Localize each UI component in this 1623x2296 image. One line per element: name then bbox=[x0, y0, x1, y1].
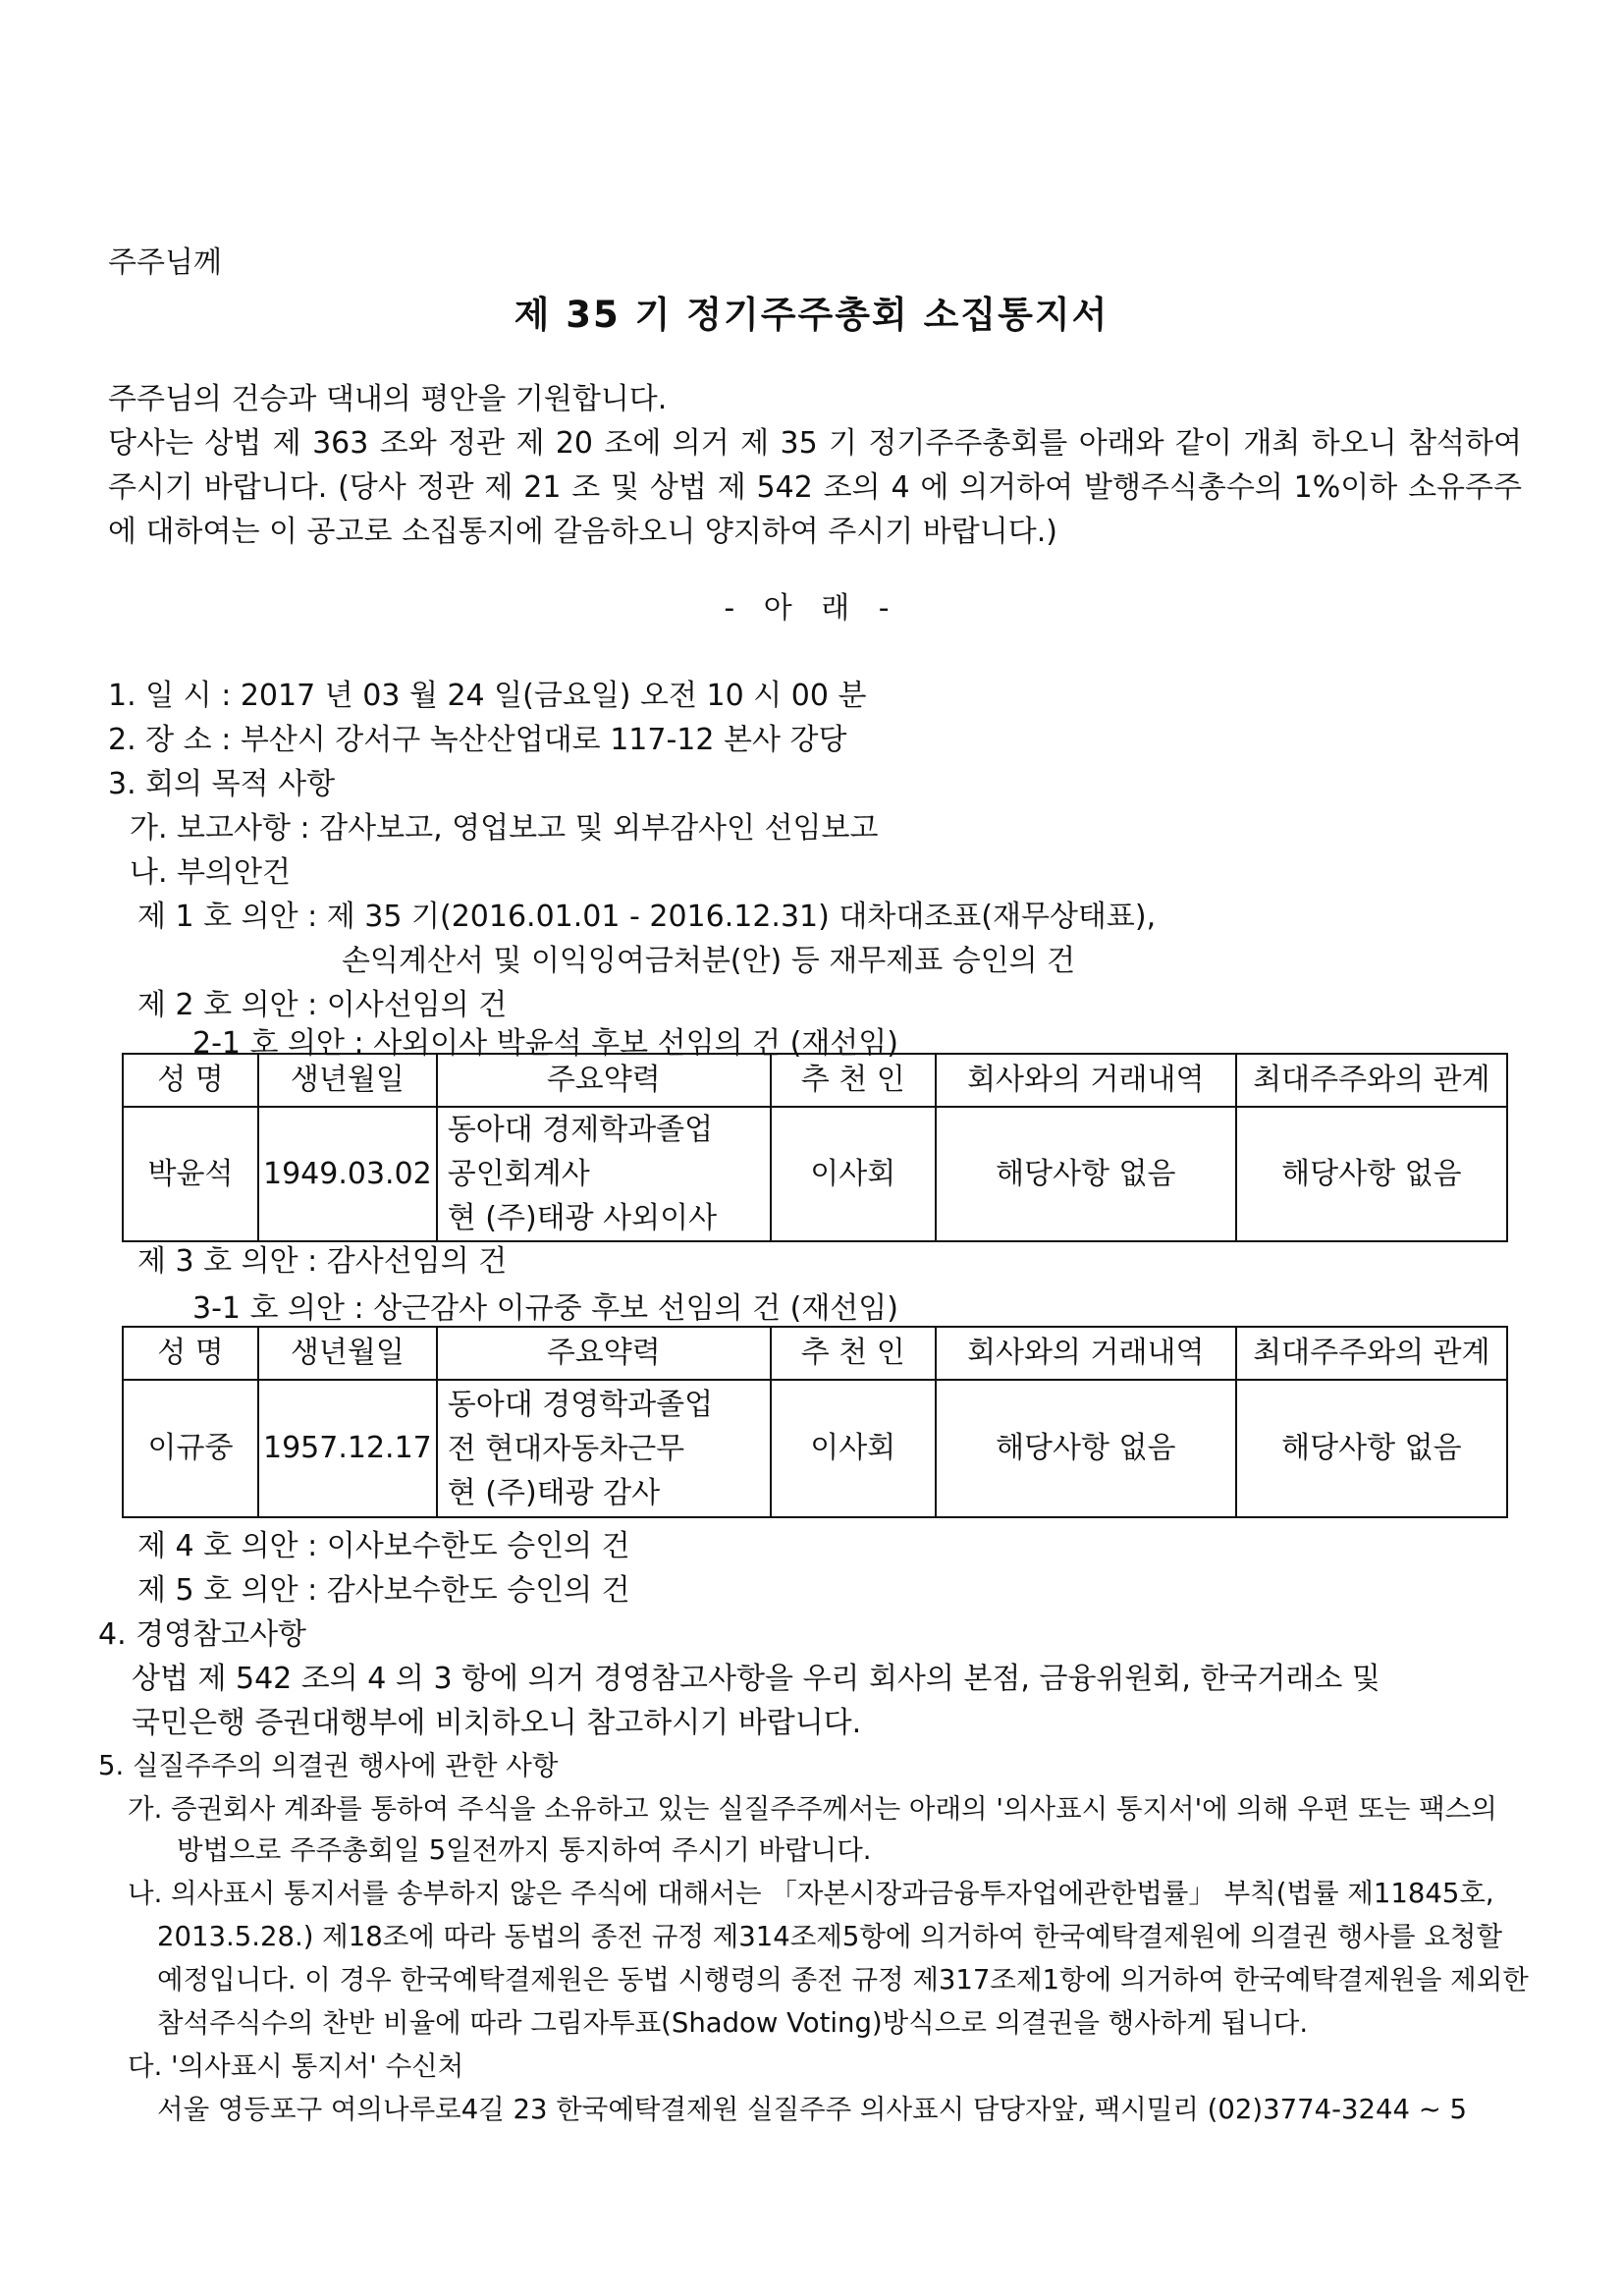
center-heading: - 아 래 - bbox=[724, 591, 899, 626]
agenda-2: 제 2 호 의안 : 이사선임의 건 bbox=[137, 988, 508, 1022]
candidate-transactions: 해당사항 없음 bbox=[936, 1107, 1236, 1241]
table-row bbox=[123, 1380, 1507, 1517]
vote-a-line-2: 방법으로 주주총회일 5일전까지 통지하여 주시기 바랍니다. bbox=[177, 1834, 872, 1866]
agenda-3-1: 3-1 호 의안 : 상근감사 이규중 후보 선임의 건 (재선임) bbox=[192, 1291, 898, 1326]
header-relation: 최대주주와의 관계 bbox=[1236, 1054, 1507, 1107]
header-recommender: 추 천 인 bbox=[771, 1054, 936, 1107]
header-relation: 최대주주와의 관계 bbox=[1236, 1327, 1507, 1380]
candidate-table-2 bbox=[122, 1326, 1508, 1518]
career-line: 전 현대자동차근무 bbox=[447, 1431, 685, 1466]
candidate-transactions: 해당사항 없음 bbox=[936, 1380, 1236, 1517]
agenda-3: 제 3 호 의안 : 감사선임의 건 bbox=[137, 1244, 508, 1279]
header-birth: 생년월일 bbox=[258, 1327, 437, 1380]
career-line: 현 (주)태광 사외이사 bbox=[447, 1201, 718, 1235]
career-line: 동아대 경제학과졸업 bbox=[447, 1113, 714, 1147]
career-line: 공인회계사 bbox=[447, 1157, 590, 1191]
vote-b-line-4: 참석주식수의 찬반 비율에 따라 그림자투표(Shadow Voting)방식으로 의결권을 행사하게 됩니다. bbox=[157, 2007, 1309, 2039]
candidate-career bbox=[437, 1107, 771, 1241]
mgmt-title: 4. 경영참고사항 bbox=[98, 1617, 307, 1652]
candidate-relation: 해당사항 없음 bbox=[1236, 1107, 1507, 1241]
item-report: 가. 보고사항 : 감사보고, 영업보고 및 외부감사인 선임보고 bbox=[130, 811, 879, 846]
header-transactions: 회사와의 거래내역 bbox=[936, 1054, 1236, 1107]
career-line: 동아대 경영학과졸업 bbox=[447, 1387, 714, 1422]
vote-b-line-3: 예정입니다. 이 경우 한국예탁결제원은 동법 시행령의 종전 규정 제317조제1항에 의거하여 한국예탁결제원을 제외한 bbox=[157, 1964, 1529, 1995]
item-agenda: 나. 부의안건 bbox=[130, 855, 291, 890]
intro bbox=[108, 377, 1522, 554]
intro-paragraph: 당사는 상법 제 363 조와 정관 제 20 조에 의거 제 35 기 정기주주총회를 아래와 같이 개최 하오니 참석하여 주시기 바랍니다. (당사 정관 제 21 조 및 상법 제 542 조의 4 에 의거하여 발행주식총수의 1%이하 소유주주에 대하여는 이 공고로 소집통지에 갈음하오니 양지하여 주시기 바랍니다.) bbox=[108, 426, 1522, 549]
agenda-2-1: 2-1 호 의안 : 사외이사 박윤석 후보 선임의 건 (재선임) bbox=[192, 1026, 898, 1061]
item-purpose: 3. 회의 목적 사항 bbox=[108, 767, 336, 801]
header-career: 주요약력 bbox=[437, 1054, 771, 1107]
greeting: 주주님께 bbox=[108, 246, 222, 280]
vote-c-line-1: 다. '의사표시 통지서' 수신처 bbox=[128, 2050, 464, 2082]
career-line: 현 (주)태광 감사 bbox=[447, 1475, 661, 1510]
candidate-recommender: 이사회 bbox=[771, 1380, 936, 1517]
vote-a-line-1: 가. 증권회사 계좌를 통하여 주식을 소유하고 있는 실질주주께서는 아래의 '의사표시 통지서'에 의해 우편 또는 팩스의 bbox=[128, 1793, 1497, 1825]
candidate-name: 박윤석 bbox=[123, 1107, 258, 1241]
agenda-4: 제 4 호 의안 : 이사보수한도 승인의 건 bbox=[137, 1529, 630, 1563]
candidate-birth: 1957.12.17 bbox=[258, 1380, 437, 1517]
header-name: 성 명 bbox=[123, 1054, 258, 1107]
candidate-name: 이규중 bbox=[123, 1380, 258, 1517]
vote-title: 5. 실질주주의 의결권 행사에 관한 사항 bbox=[98, 1750, 559, 1781]
header-career: 주요약력 bbox=[437, 1327, 771, 1380]
candidate-table-1 bbox=[122, 1053, 1508, 1242]
mgmt-line-2: 국민은행 증권대행부에 비치하오니 참고하시기 바랍니다. bbox=[132, 1706, 862, 1740]
candidate-relation: 해당사항 없음 bbox=[1236, 1380, 1507, 1517]
candidate-recommender: 이사회 bbox=[771, 1107, 936, 1241]
candidate-birth: 1949.03.02 bbox=[258, 1107, 437, 1241]
header-name: 성 명 bbox=[123, 1327, 258, 1380]
header-transactions: 회사와의 거래내역 bbox=[936, 1327, 1236, 1380]
item-place: 2. 장 소 : 부산시 강서구 녹산산업대로 117-12 본사 강당 bbox=[108, 723, 847, 757]
vote-c-line-2: 서울 영등포구 여의나루로4길 23 한국예탁결제원 실질주주 의사표시 담당자앞, 팩시밀리 (02)3774-3244 ~ 5 bbox=[157, 2094, 1468, 2125]
agenda-5: 제 5 호 의안 : 감사보수한도 승인의 건 bbox=[137, 1573, 630, 1608]
agenda-1-line-1: 제 1 호 의안 : 제 35 기(2016.01.01 - 2016.12.31) 대차대조표(재무상태표), bbox=[137, 900, 1157, 934]
agenda-1-line-2: 손익계산서 및 이익잉여금처분(안) 등 재무제표 승인의 건 bbox=[342, 944, 1076, 978]
intro-line-1: 주주님의 건승과 댁내의 평안을 기원합니다. bbox=[108, 382, 668, 416]
candidate-career bbox=[437, 1380, 771, 1517]
vote-b-line-2: 2013.5.28.) 제18조에 따라 동법의 종전 규정 제314조제5항에 의거하여 한국예탁결제원에 의결권 행사를 요청할 bbox=[157, 1921, 1503, 1952]
header-birth: 생년월일 bbox=[258, 1054, 437, 1107]
vote-b-line-1: 나. 의사표시 통지서를 송부하지 않은 주식에 대해서는 「자본시장과금융투자업에관한법률」 부칙(법률 제11845호, bbox=[128, 1878, 1494, 1909]
header-recommender: 추 천 인 bbox=[771, 1327, 936, 1380]
page-title: 제 35 기 정기주주총회 소집통지서 bbox=[514, 294, 1109, 336]
table-row bbox=[123, 1107, 1507, 1241]
table-header-row bbox=[123, 1054, 1507, 1107]
mgmt-line-1: 상법 제 542 조의 4 의 3 항에 의거 경영참고사항을 우리 회사의 본점, 금융위원회, 한국거래소 및 bbox=[132, 1662, 1380, 1696]
item-date: 1. 일 시 : 2017 년 03 월 24 일(금요일) 오전 10 시 00 분 bbox=[108, 679, 867, 713]
table-header-row bbox=[123, 1327, 1507, 1380]
